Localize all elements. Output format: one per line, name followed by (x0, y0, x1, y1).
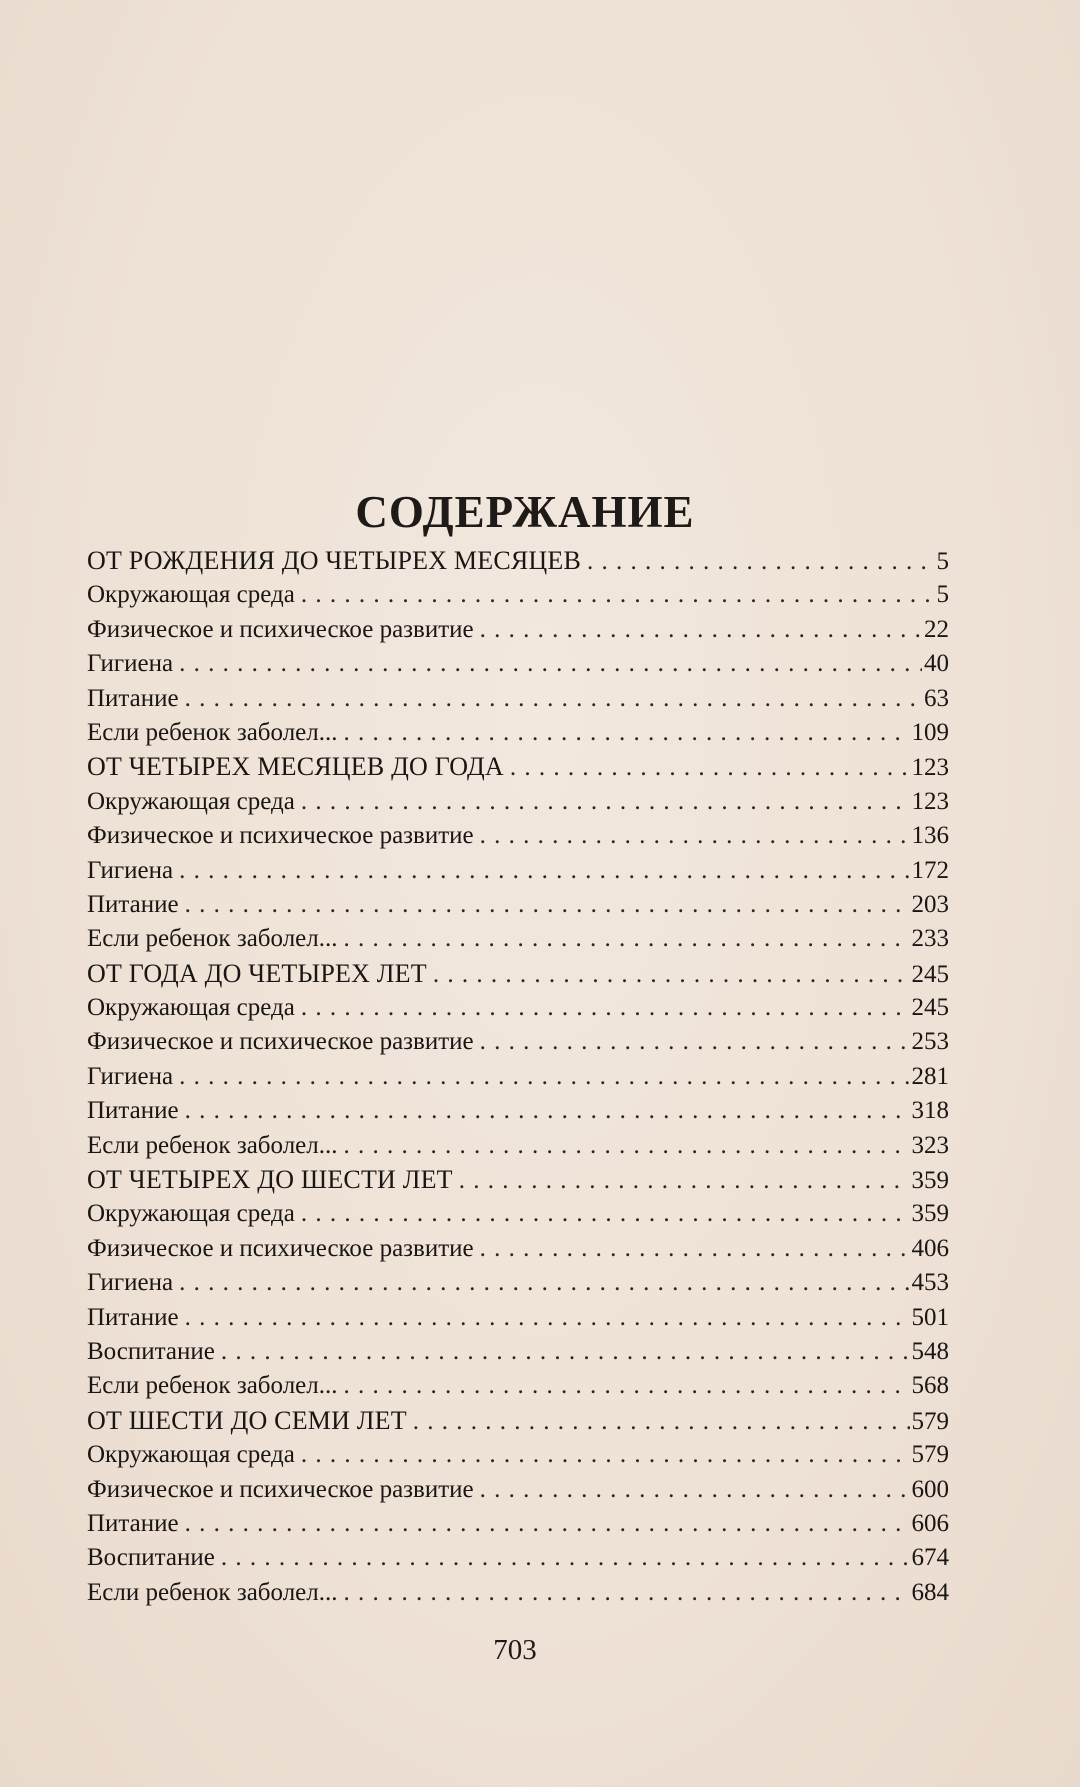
toc-entry (87, 854, 949, 888)
toc-entry-page: 253 (911, 1028, 949, 1056)
toc-entry (87, 1060, 949, 1094)
page-number: 703 (493, 1634, 537, 1666)
toc-section-entry (87, 957, 949, 991)
toc-entry-title: Питание (87, 1509, 179, 1537)
toc-section-entry (87, 1163, 949, 1197)
toc-entry-page: 281 (911, 1062, 949, 1090)
toc-entry (87, 1473, 949, 1507)
toc-entry-title: Питание (87, 1303, 179, 1331)
toc-entry-page: 5 (936, 548, 949, 575)
toc-entry-title: Гигиена (87, 1269, 174, 1297)
toc-entry-title: Физическое и психическое развитие (87, 822, 474, 850)
toc-dot-leader (510, 751, 910, 785)
toc-entry (87, 1094, 949, 1128)
toc-entry-page: 606 (911, 1509, 949, 1537)
toc-dot-leader (344, 922, 910, 956)
toc-entry (87, 1197, 949, 1231)
toc-entry-title: Окружающая среда (87, 581, 295, 609)
toc-entry (87, 991, 949, 1025)
toc-entry-title: Если ребенок заболел... (87, 925, 338, 953)
toc-entry-page: 318 (911, 1097, 949, 1125)
toc-dot-leader (480, 1473, 910, 1507)
toc-entry-page: 359 (911, 1167, 949, 1195)
toc-entry-page: 323 (911, 1131, 949, 1159)
toc-dot-leader (433, 958, 910, 992)
toc-dot-leader (185, 1507, 910, 1541)
toc-entry-title: Физическое и психическое развитие (87, 1234, 474, 1262)
toc-dot-leader (185, 1094, 910, 1128)
toc-entry (87, 578, 949, 612)
toc-entry (87, 1507, 949, 1541)
toc-section-entry (87, 750, 949, 784)
toc-entry-page: 172 (911, 856, 949, 884)
toc-entry-title: Питание (87, 1097, 179, 1125)
toc-entry-page: 40 (924, 650, 949, 678)
toc-dot-leader (344, 716, 910, 750)
toc-dot-leader (301, 1197, 910, 1231)
toc-entry-title: Воспитание (87, 1544, 215, 1572)
toc-entry (87, 613, 949, 647)
toc-entry (87, 785, 949, 819)
toc-entry-title: Гигиена (87, 650, 174, 678)
toc-entry-page: 136 (911, 822, 949, 850)
toc-entry (87, 819, 949, 853)
toc-dot-leader (480, 819, 910, 853)
toc-entry-page: 109 (911, 718, 949, 746)
toc-dot-leader (587, 545, 934, 579)
toc-entry-title: Физическое и психическое развитие (87, 1028, 474, 1056)
toc-entry-page: 5 (936, 581, 949, 609)
toc-entry-page: 600 (911, 1475, 949, 1503)
toc-dot-leader (179, 854, 909, 888)
toc-entry (87, 647, 949, 681)
toc-entry-title: Питание (87, 684, 179, 712)
toc-entry-title: Окружающая среда (87, 1200, 295, 1228)
toc-entry-page: 579 (911, 1407, 949, 1435)
toc-dot-leader (301, 1438, 910, 1472)
toc-section-entry (87, 1404, 949, 1438)
toc-dot-leader (301, 785, 910, 819)
toc-entry-title: Если ребенок заболел... (87, 1578, 338, 1606)
toc-entry (87, 1266, 949, 1300)
toc-entry (87, 682, 949, 716)
toc-entry (87, 1301, 949, 1335)
toc-entry-page: 501 (911, 1303, 949, 1331)
toc-dot-leader (413, 1405, 910, 1439)
toc-entry-title: ОТ ШЕСТИ ДО СЕМИ ЛЕТ (87, 1405, 407, 1435)
toc-entry-page: 568 (911, 1372, 949, 1400)
toc-entry-title: Питание (87, 890, 179, 918)
toc-dot-leader (185, 682, 922, 716)
toc-dot-leader (221, 1541, 910, 1575)
toc-dot-leader (480, 1025, 910, 1059)
toc-entry-page: 245 (911, 960, 949, 988)
toc-entry-page: 245 (911, 994, 949, 1022)
toc-entry (87, 922, 949, 956)
toc-entry-title: Окружающая среда (87, 1441, 295, 1469)
toc-entry-title: ОТ ГОДА ДО ЧЕТЫРЕХ ЛЕТ (87, 958, 427, 988)
toc-entry (87, 888, 949, 922)
toc-section-entry (87, 544, 949, 578)
toc-entry (87, 1335, 949, 1369)
toc-entry-page: 233 (911, 925, 949, 953)
toc-entry-title: Физическое и психическое развитие (87, 615, 474, 643)
toc-entry-title: Окружающая среда (87, 787, 295, 815)
toc-entry-page: 453 (911, 1269, 949, 1297)
toc-entry-title: Если ребенок заболел... (87, 718, 338, 746)
table-of-contents (87, 544, 949, 1610)
toc-entry-page: 674 (911, 1544, 949, 1572)
toc-entry-title: ОТ РОЖДЕНИЯ ДО ЧЕТЫРЕХ МЕСЯЦЕВ (87, 546, 582, 575)
toc-entry-title: ОТ ЧЕТЫРЕХ ДО ШЕСТИ ЛЕТ (87, 1165, 453, 1195)
toc-dot-leader (480, 1232, 910, 1266)
toc-entry-page: 203 (911, 890, 949, 918)
toc-entry-title: Если ребенок заболел... (87, 1372, 338, 1400)
toc-entry-page: 123 (911, 787, 949, 815)
toc-dot-leader (344, 1576, 910, 1610)
toc-entry-page: 579 (911, 1441, 949, 1469)
toc-dot-leader (185, 1301, 910, 1335)
toc-dot-leader (459, 1164, 910, 1198)
toc-entry (87, 1129, 949, 1163)
toc-entry (87, 1025, 949, 1059)
toc-dot-leader (344, 1369, 910, 1403)
toc-entry-page: 22 (924, 615, 949, 643)
toc-entry-page: 406 (911, 1234, 949, 1262)
toc-dot-leader (185, 888, 910, 922)
toc-entry-title: Гигиена (87, 1062, 174, 1090)
toc-dot-leader (179, 1266, 909, 1300)
toc-entry-title: Физическое и психическое развитие (87, 1475, 474, 1503)
toc-entry (87, 1576, 949, 1610)
toc-entry-page: 684 (911, 1578, 949, 1606)
toc-entry-page: 548 (911, 1337, 949, 1365)
toc-entry (87, 716, 949, 750)
toc-entry (87, 1369, 949, 1403)
toc-entry-title: ОТ ЧЕТЫРЕХ МЕСЯЦЕВ ДО ГОДА (87, 752, 504, 782)
toc-dot-leader (344, 1129, 910, 1163)
toc-entry-title: Если ребенок заболел... (87, 1131, 338, 1159)
toc-entry-page: 359 (911, 1200, 949, 1228)
toc-entry-title: Воспитание (87, 1337, 215, 1365)
toc-entry-page: 63 (924, 684, 949, 712)
toc-dot-leader (179, 647, 922, 681)
toc-entry (87, 1438, 949, 1472)
toc-dot-leader (301, 578, 935, 612)
toc-entry-title: Окружающая среда (87, 994, 295, 1022)
toc-entry (87, 1232, 949, 1266)
toc-dot-leader (301, 991, 910, 1025)
toc-dot-leader (480, 613, 922, 647)
toc-entry (87, 1541, 949, 1575)
toc-entry-title: Гигиена (87, 856, 174, 884)
toc-dot-leader (221, 1335, 910, 1369)
toc-dot-leader (179, 1060, 909, 1094)
page-heading: СОДЕРЖАНИЕ (355, 487, 695, 538)
toc-entry-page: 123 (911, 754, 949, 782)
